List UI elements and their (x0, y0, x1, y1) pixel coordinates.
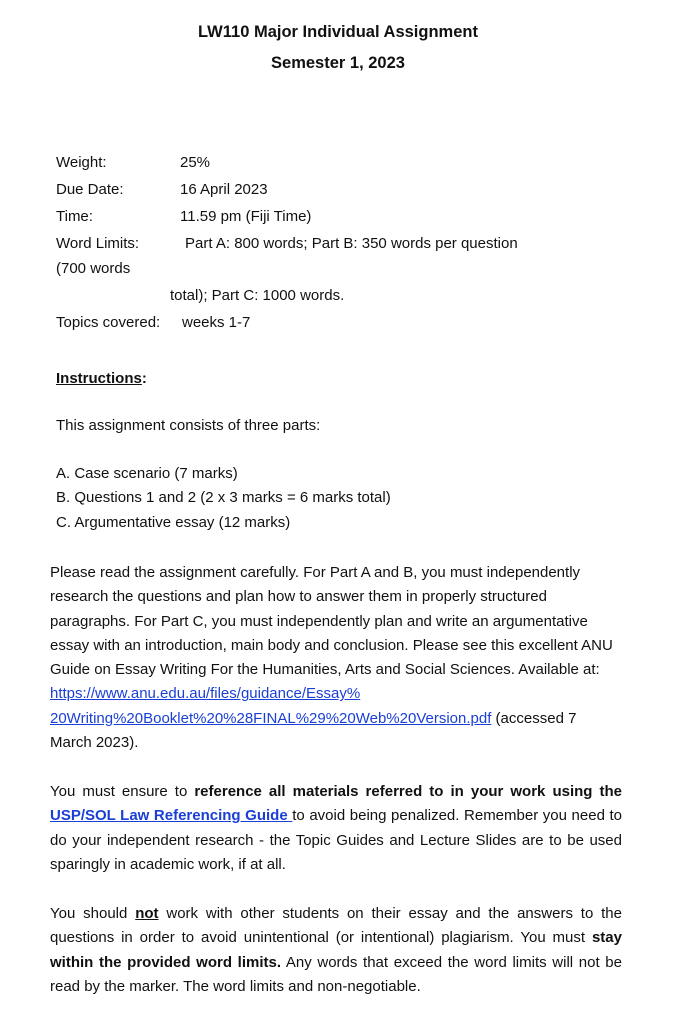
guidance-text: Please read the assignment carefully. For Part A and B, you must independently research the questions and plan how to answer them in properly structured paragraphs. For Part C, you must independently plan and write an argumentative essay with an introduction, main body and conclusion. Please see this excellent ANU Guide on Essay Writing For the Humanities, Arts and Social Sciences. Available at: (50, 564, 613, 679)
referencing-guide-link[interactable]: USP/SOL Law Referencing Guide (50, 807, 293, 825)
time-label: Time: (56, 208, 93, 225)
referencing-text-2: to avoid being penalized. Remember you need to do your independent research - the Topic Guides and Lecture Slides are to be used sparingly in academic work, if at all. (50, 807, 622, 873)
instructions-heading-colon: : (141, 370, 147, 387)
word-limits-wrap-2: total); Part C: 1000 words. (170, 287, 345, 304)
referencing-bold-text: reference all materials referred to in your work using the (194, 783, 622, 800)
plagiarism-paragraph (50, 902, 622, 999)
topics-label: Topics covered: (56, 314, 161, 331)
word-limits-label: Word Limits: (56, 235, 140, 252)
due-date-value: 16 April 2023 (180, 181, 268, 198)
document-title: LW110 Major Individual Assignment (198, 23, 478, 41)
word-limits-value: Part A: 800 words; Part B: 350 words per question (185, 235, 518, 252)
anu-guide-link-part2: 20Writing%20Booklet%20%28FINAL%29%20Web%20Version.pdf (50, 709, 492, 727)
plagiarism-text-2: work with other students on their essay and the answers to the questions in order to avoid unintentional (or intentional) plagiarism. You must (50, 905, 622, 947)
time-value: 11.59 pm (Fiji Time) (180, 208, 312, 225)
accessed-note: (accessed 7 March 2023). (50, 709, 577, 752)
topics-value: weeks 1-7 (182, 314, 251, 331)
weight-value: 25% (180, 154, 211, 171)
anu-guide-link[interactable] (50, 685, 491, 726)
instructions-heading (56, 370, 147, 387)
plagiarism-text-1: You should (50, 905, 136, 922)
word-limit-emphasis: stay within the provided word limits. (50, 929, 622, 971)
word-limits-wrap-1: (700 words (56, 260, 131, 277)
weight-label: Weight: (56, 154, 107, 171)
semester-label: Semester 1, 2023 (271, 54, 405, 72)
due-date-label: Due Date: (56, 181, 124, 198)
referencing-text-1: You must ensure to (50, 783, 195, 800)
part-b-item: B. Questions 1 and 2 (2 x 3 marks = 6 marks total) (56, 489, 391, 506)
part-c-item: C. Argumentative essay (12 marks) (56, 514, 291, 531)
instructions-intro: This assignment consists of three parts: (56, 417, 321, 434)
plagiarism-text-3: Any words that exceed the word limits will not be read by the marker. The word limits and non-negotiable. (50, 953, 622, 995)
part-a-item: A. Case scenario (7 marks) (56, 465, 238, 482)
not-emphasis: not (135, 905, 159, 922)
anu-guide-link-part1: https://www.anu.edu.au/files/guidance/Essay% (50, 685, 361, 703)
instructions-heading-text: Instructions (56, 370, 142, 387)
referencing-paragraph (50, 780, 622, 877)
guidance-paragraph (50, 561, 622, 755)
